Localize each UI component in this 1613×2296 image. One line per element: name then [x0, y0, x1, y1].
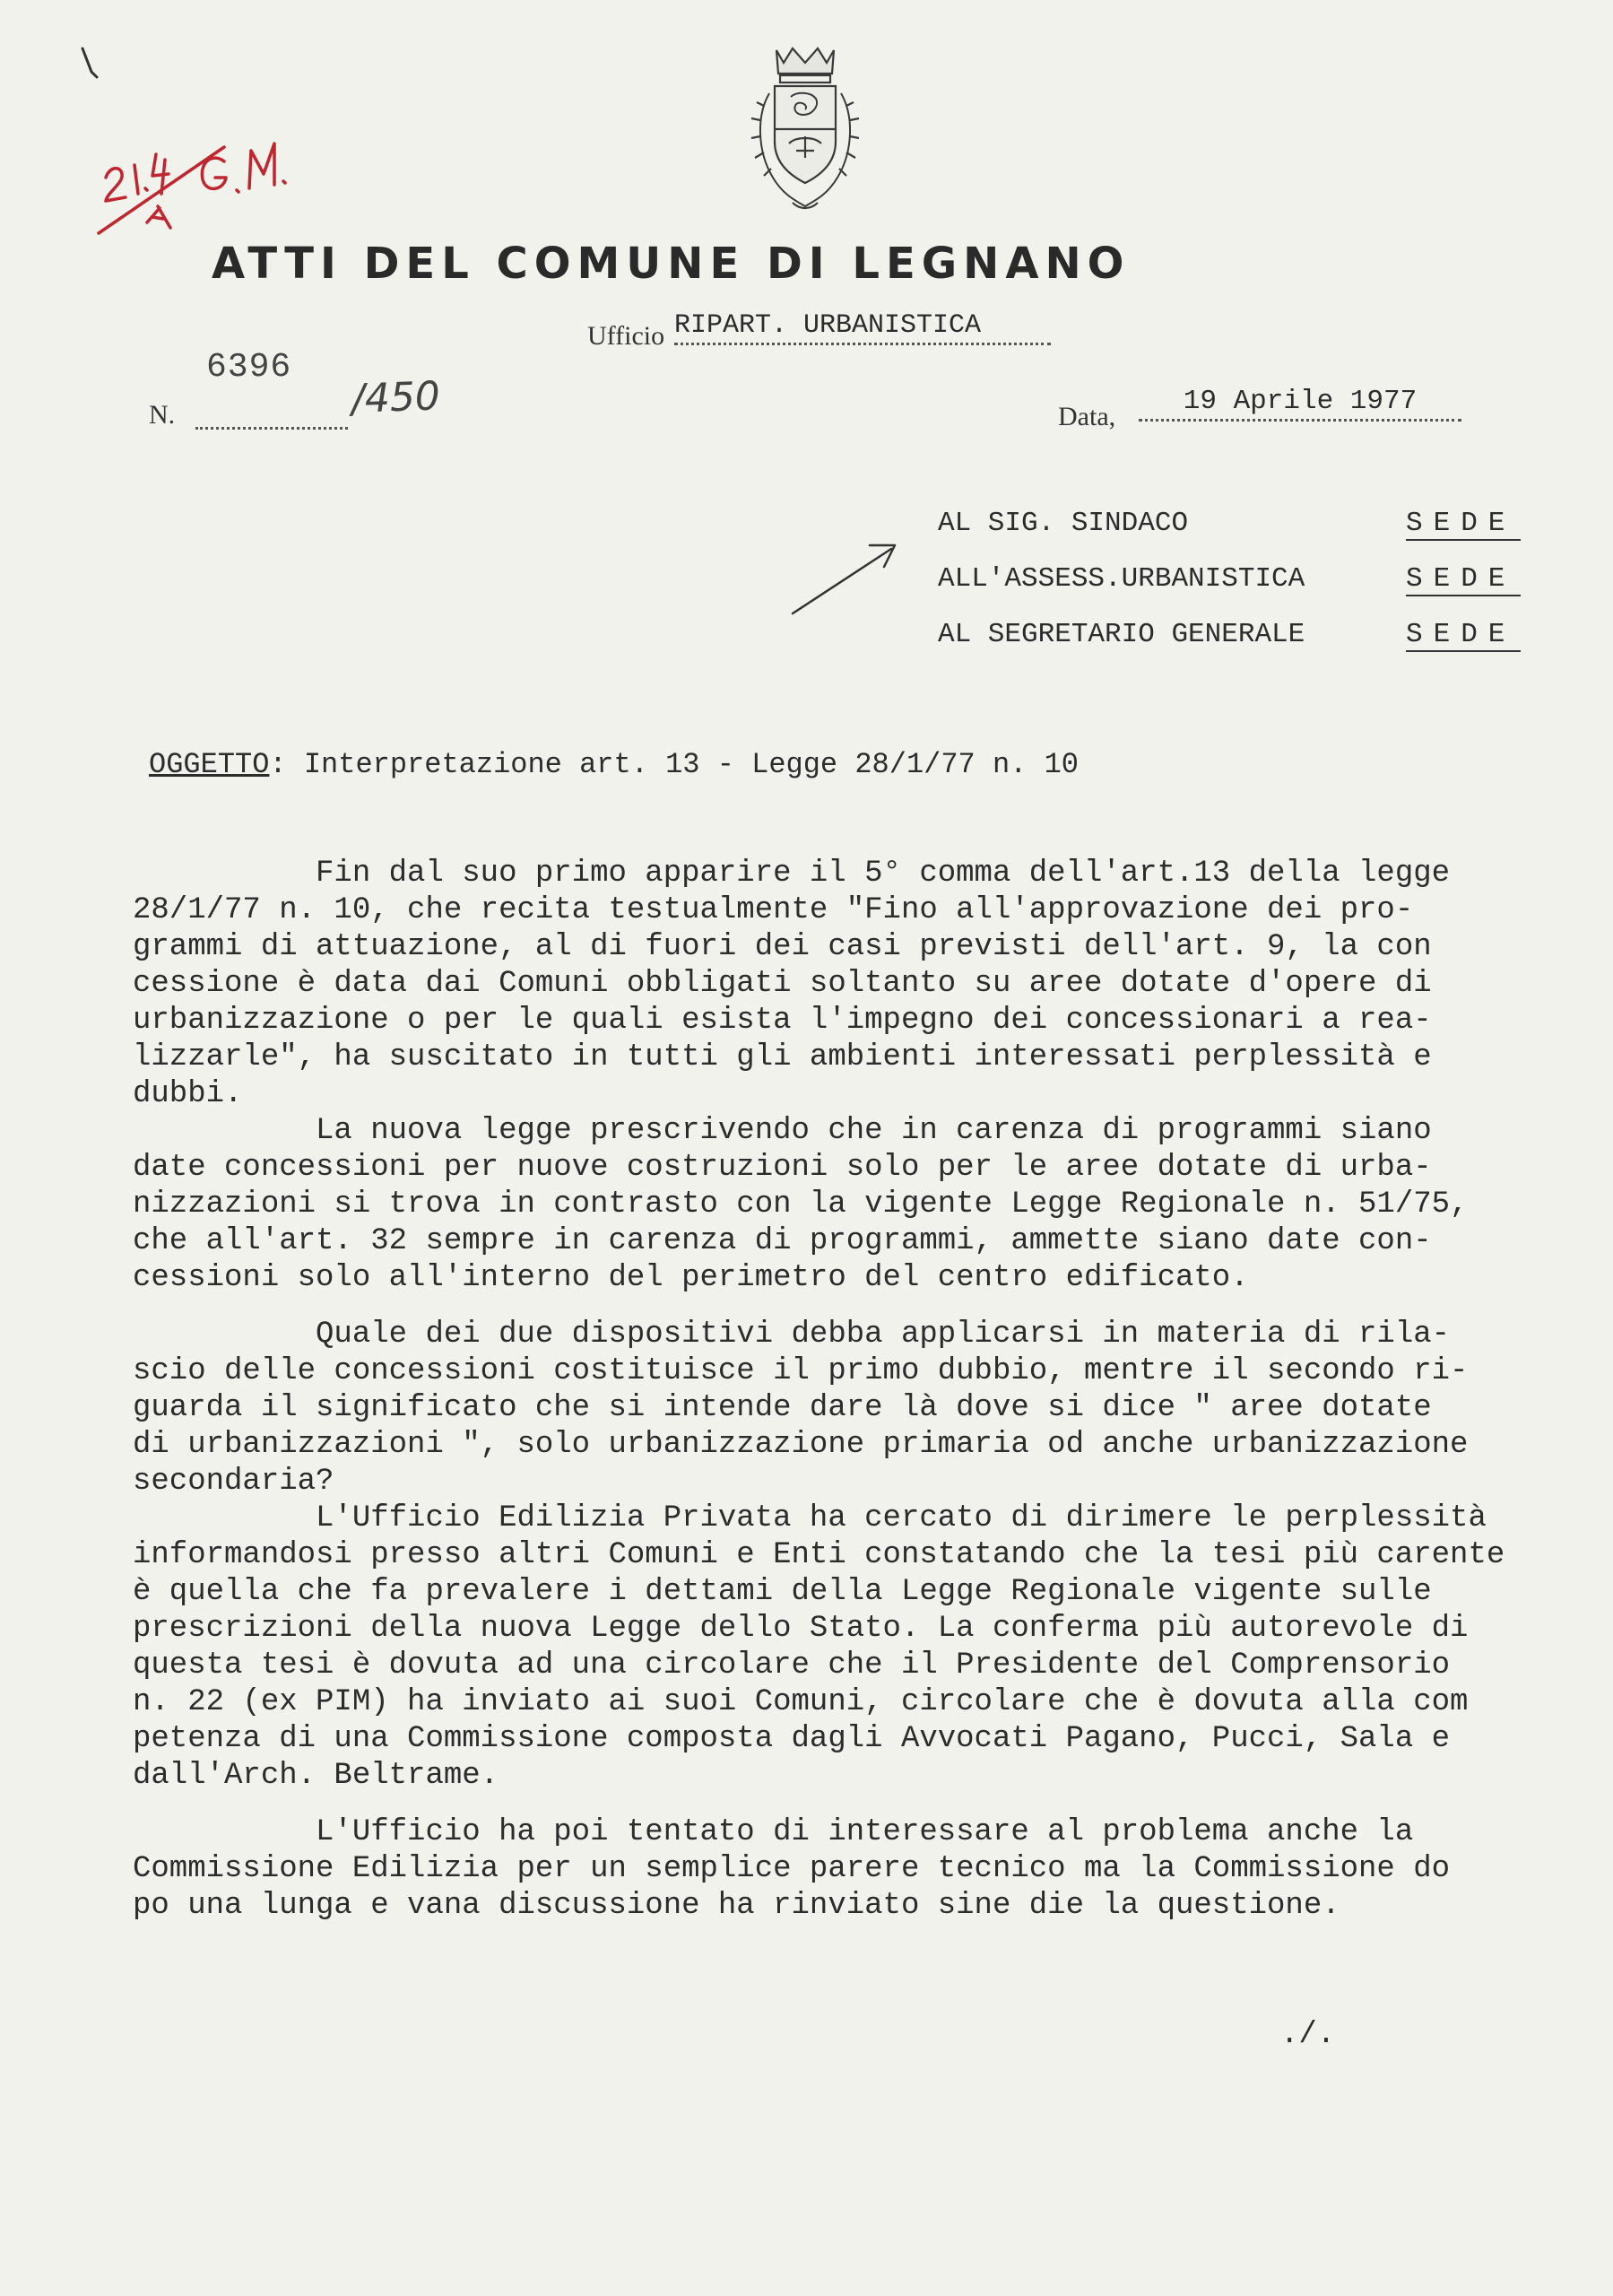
- body-line: che all'art. 32 sempre in carenza di programmi, ammette siano date con-: [133, 1224, 1432, 1258]
- body-line: di urbanizzazioni ", solo urbanizzazione primaria od anche urbanizzazione: [133, 1428, 1469, 1462]
- recipient-name: AL SIG. SINDACO: [938, 508, 1189, 539]
- recipient-location: SEDE: [1406, 563, 1521, 596]
- recipient-name: ALL'ASSESS.URBANISTICA: [938, 563, 1305, 595]
- body-line: 28/1/77 n. 10, che recita testualmente "Fino all'approvazione dei pro-: [133, 893, 1414, 927]
- ufficio-value: RIPART. URBANISTICA: [674, 310, 1051, 345]
- body-line: Fin dal suo primo apparire il 5° comma dell'art.13 della legge: [133, 857, 1451, 891]
- body-line: guarda il significato che si intende dare là dove si dice " aree dotate: [133, 1391, 1432, 1425]
- protocol-number-suffix: /450: [351, 373, 441, 422]
- body-line: secondaria?: [133, 1465, 334, 1499]
- body-line: prescrizioni della nuova Legge dello Stato. La conferma più autorevole di: [133, 1612, 1469, 1646]
- body-line: L'Ufficio ha poi tentato di interessare al problema anche la: [133, 1815, 1414, 1849]
- recipient-row: [938, 619, 1565, 674]
- body-line: Quale dei due dispositivi debba applicarsi in materia di rila-: [133, 1318, 1451, 1352]
- body-line: cessioni solo all'interno del perimetro del centro edificato.: [133, 1261, 1249, 1295]
- subject-line: [149, 748, 1079, 781]
- recipient-list: [938, 508, 1565, 674]
- protocol-number-stamp: 6396: [206, 348, 292, 387]
- body-line: lizzarle", ha suscitato in tutti gli ambienti interessati perplessità e: [133, 1040, 1432, 1074]
- body-line: è quella che fa prevalere i dettami della Legge Regionale vigente sulle: [133, 1575, 1432, 1609]
- body-line: L'Ufficio Edilizia Privata ha cercato di dirimere le perplessità: [133, 1501, 1487, 1535]
- body-line: scio delle concessioni costituisce il primo dubbio, mentre il secondo ri-: [133, 1354, 1469, 1388]
- body-line: informandosi presso altri Comuni e Enti constatando che la tesi più carente: [133, 1538, 1505, 1572]
- coat-of-arms-crest: [733, 43, 877, 222]
- body-line: date concessioni per nuove costruzioni solo per le aree dotate di urba-: [133, 1151, 1432, 1185]
- subject-separator: :: [269, 748, 287, 781]
- arrow-icon: [789, 536, 906, 617]
- paragraph-gap: [133, 1297, 1567, 1317]
- recipient-row: [938, 563, 1565, 619]
- number-label: N.: [149, 400, 176, 430]
- paragraph-gap: [133, 1795, 1567, 1814]
- continuation-mark: ./.: [1280, 2018, 1336, 2052]
- recipient-location: SEDE: [1406, 508, 1521, 541]
- masthead-title: ATTI DEL COMUNE DI LEGNANO: [212, 239, 1131, 289]
- letter-body: [133, 856, 1567, 1925]
- body-line: La nuova legge prescrivendo che in carenza di programmi siano: [133, 1114, 1432, 1148]
- body-line: n. 22 (ex PIM) ha inviato ai suoi Comuni, circolare che è dovuta alla com: [133, 1685, 1469, 1719]
- body-line: dubbi.: [133, 1077, 243, 1111]
- body-line: Commissione Edilizia per un semplice parere tecnico ma la Commissione do: [133, 1852, 1451, 1886]
- body-line: urbanizzazione o per le quali esista l'impegno dei concessionari a rea-: [133, 1004, 1432, 1038]
- recipient-name: AL SEGRETARIO GENERALE: [938, 619, 1305, 650]
- date-value: 19 Aprile 1977: [1139, 386, 1461, 422]
- ufficio-label: Ufficio: [587, 321, 665, 351]
- body-line: nizzazioni si trova in contrasto con la vigente Legge Regionale n. 51/75,: [133, 1187, 1469, 1222]
- date-label: Data,: [1058, 402, 1116, 431]
- subject-label: OGGETTO: [149, 748, 270, 781]
- subject-text: Interpretazione art. 13 - Legge 28/1/77 n. 10: [303, 748, 1079, 781]
- body-line: dall'Arch. Beltrame.: [133, 1759, 499, 1793]
- body-line: cessione è data dai Comuni obbligati soltanto su aree dotate d'opere di: [133, 967, 1432, 1001]
- body-line: grammi di attuazione, al di fuori dei casi previsti dell'art. 9, la con: [133, 930, 1432, 964]
- tick-mark-icon: [77, 45, 102, 83]
- recipient-location: SEDE: [1406, 619, 1521, 652]
- handwritten-annotation: [90, 108, 341, 260]
- number-dotted-line: [195, 427, 348, 430]
- body-line: questa tesi è dovuta ad una circolare che il Presidente del Comprensorio: [133, 1648, 1451, 1683]
- recipient-row: [938, 508, 1565, 563]
- body-line: po una lunga e vana discussione ha rinviato sine die la questione.: [133, 1889, 1340, 1923]
- body-line: petenza di una Commissione composta dagli Avvocati Pagano, Pucci, Sala e: [133, 1722, 1451, 1756]
